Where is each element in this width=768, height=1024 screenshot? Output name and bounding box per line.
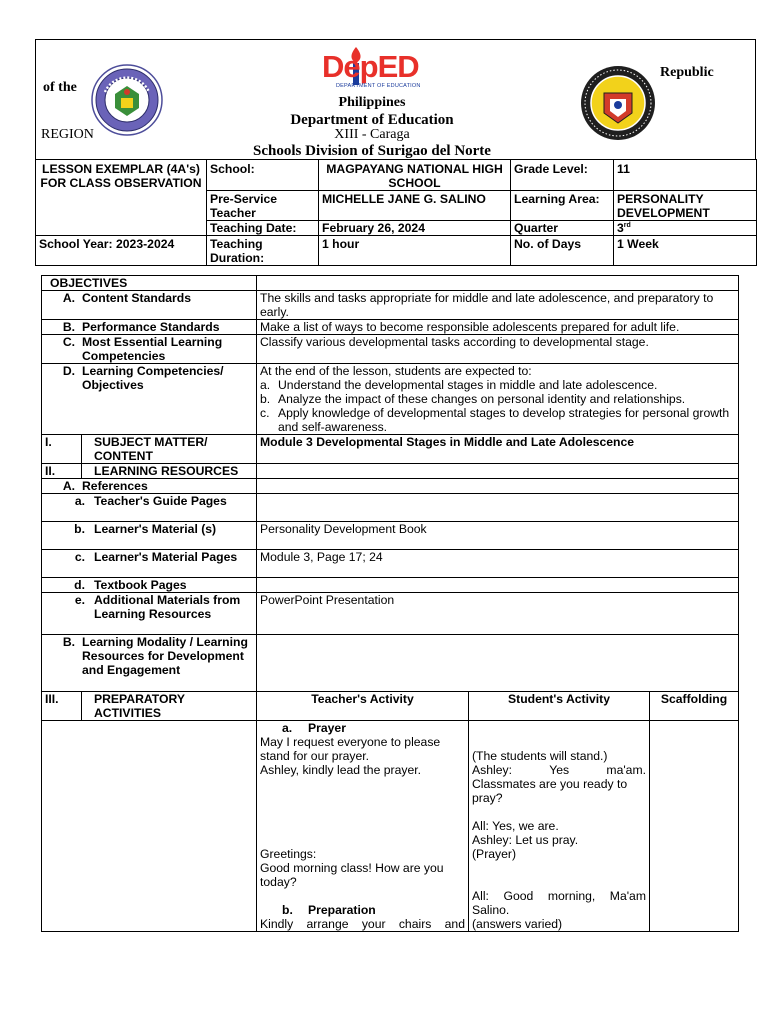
days-label: No. of Days [511, 236, 614, 266]
area-value: PERSONALITY DEVELOPMENT [614, 191, 757, 221]
student-ashley-pray: Ashley: Let us pray. [472, 833, 579, 847]
item-text: Additional Materials from Learning Resources [94, 593, 241, 621]
objective-marker: a. [260, 378, 271, 392]
quarter-number: 3 [617, 221, 624, 235]
item-text: Textbook Pages [94, 578, 187, 592]
objective-text: Understand the developmental stages in middle and late adolescence. [278, 378, 658, 392]
student-stand: (The students will stand.) [472, 749, 608, 763]
performance-standards-value: Make a list of ways to become responsible adolescents prepared for adult life. [257, 320, 739, 335]
item-marker: B. [62, 635, 75, 649]
additional-materials-label [42, 593, 257, 635]
student-all-greeting: All: Good morning, Ma'am Salino. [472, 889, 646, 917]
learning-modality-value [257, 635, 739, 692]
preparatory-number: III. [42, 692, 82, 721]
student-activity-header: Student's Activity [469, 692, 650, 721]
references-label [42, 479, 257, 494]
references-blank [257, 479, 739, 494]
date-value: February 26, 2024 [319, 221, 511, 236]
objective-marker: b. [260, 392, 271, 406]
item-marker: e. [74, 593, 85, 607]
deped-logo-text: DepED [322, 49, 419, 84]
teacher-prayer-lead: Ashley, kindly lead the prayer. [260, 763, 422, 777]
objectives-blank [257, 276, 739, 291]
philippines-text: Philippines [338, 95, 406, 110]
learning-modality-label [42, 635, 257, 692]
objective-text: Apply knowledge of developmental stages to develop strategies for personal growth and self-awareness. [278, 406, 730, 434]
item-text: Learner's Material (s) [94, 522, 217, 536]
item-marker: c. [74, 550, 85, 564]
school-label: School: [207, 160, 319, 191]
item-marker: D. [62, 364, 75, 378]
department-text: Department of Education [290, 112, 454, 128]
grade-value: 11 [614, 160, 757, 191]
melc-value: Classify various developmental tasks according to developmental stage. [257, 335, 739, 364]
objective-marker: c. [260, 406, 270, 420]
objective-item [260, 406, 735, 434]
days-value: 1 Week [614, 236, 757, 266]
student-all-ready: All: Yes, we are. [472, 819, 559, 833]
teacher-label: Pre-Service Teacher [207, 191, 319, 221]
textbook-pages-label [42, 578, 257, 593]
learning-resources-blank [257, 464, 739, 479]
item-text: Most Essential Learning Competencies [82, 335, 223, 363]
content-standards-label [42, 291, 257, 320]
duration-value: 1 hour [319, 236, 511, 266]
quarter-value [614, 221, 757, 236]
teachers-guide-label [42, 494, 257, 522]
region-name-text: XIII - Caraga [334, 127, 410, 142]
item-marker: d. [74, 578, 85, 592]
response-word: Yes [549, 763, 570, 777]
quarter-suffix: rd [623, 221, 631, 229]
item-text: Performance Standards [82, 320, 220, 334]
teacher-prayer-request: May I request everyone to please stand for our prayer. [260, 735, 441, 763]
performance-standards-label [42, 320, 257, 335]
republic-text: Republic [660, 65, 714, 80]
competencies-intro: At the end of the lesson, students are expected to: [260, 364, 532, 378]
preparation-heading [260, 903, 465, 917]
lesson-title: LESSON EXEMPLAR (4A's) FOR CLASS OBSERVATION [36, 160, 207, 236]
objectives-header: OBJECTIVES [42, 276, 257, 291]
item-text: Learning Modality / Learning Resources for Development and Engagement [82, 635, 248, 677]
school-value: MAGPAYANG NATIONAL HIGH SCHOOL [319, 160, 511, 191]
item-marker: C. [62, 335, 75, 349]
of-the-text: of the [43, 80, 77, 95]
item-marker: A. [62, 479, 75, 493]
activity-blank [42, 721, 257, 932]
deped-logo [300, 45, 440, 95]
scaffolding-header: Scaffolding [650, 692, 739, 721]
teacher-preparation: Kindly arrange your chairs and [260, 917, 465, 931]
duration-label: Teaching Duration: [207, 236, 319, 266]
item-marker: b. [74, 522, 85, 536]
info-table [35, 159, 757, 266]
teacher-activity-header: Teacher's Activity [257, 692, 469, 721]
competencies-label [42, 364, 257, 435]
prayer-label: Prayer [308, 721, 346, 735]
item-text: References [82, 479, 148, 493]
preparation-marker: b. [282, 903, 293, 917]
learners-material-value: Personality Development Book [257, 522, 739, 550]
division-text: Schools Division of Surigao del Norte [253, 143, 491, 159]
teacher-activity-cell [257, 721, 469, 932]
item-text: Teacher's Guide Pages [94, 494, 227, 508]
teacher-greetings: Good morning class! How are you today? [260, 861, 444, 889]
competencies-value [257, 364, 739, 435]
grade-label: Grade Level: [511, 160, 614, 191]
region-text: REGION [41, 127, 94, 142]
student-ashley-response [472, 763, 646, 777]
prayer-heading [260, 721, 465, 735]
prayer-marker: a. [282, 721, 293, 735]
subject-matter-value: Module 3 Developmental Stages in Middle and Late Adolescence [257, 435, 739, 464]
deped-logo-subtext: DEPARTMENT OF EDUCATION [336, 83, 421, 89]
item-text: Content Standards [82, 291, 192, 305]
preparatory-label: PREPARATORY ACTIVITIES [82, 692, 257, 721]
preparation-label: Preparation [308, 903, 376, 917]
speaker-name: Ashley: [472, 763, 512, 777]
response-word: ma'am. [606, 763, 646, 777]
teachers-guide-value [257, 494, 739, 522]
lesson-table [41, 275, 739, 932]
item-text: Learning Competencies/ Objectives [82, 364, 224, 392]
objective-item [260, 378, 735, 392]
student-activity-cell [469, 721, 650, 932]
teacher-value: MICHELLE JANE G. SALINO [319, 191, 511, 221]
subject-matter-number: I. [42, 435, 82, 464]
school-year: School Year: 2023-2024 [36, 236, 207, 266]
school-seal-icon [91, 64, 163, 136]
teacher-greetings-label: Greetings: [260, 847, 317, 861]
item-marker: B. [62, 320, 75, 334]
item-marker: a. [74, 494, 85, 508]
learners-pages-label [42, 550, 257, 578]
learning-resources-number: II. [42, 464, 82, 479]
quarter-label: Quarter [511, 221, 614, 236]
objective-text: Analyze the impact of these changes on personal identity and relationships. [278, 392, 686, 406]
student-prayer: (Prayer) [472, 847, 517, 861]
item-marker: A. [62, 291, 75, 305]
learning-resources-label: LEARNING RESOURCES [82, 464, 257, 479]
additional-materials-value: PowerPoint Presentation [257, 593, 739, 635]
learners-pages-value: Module 3, Page 17; 24 [257, 550, 739, 578]
division-seal-icon [580, 65, 656, 141]
item-text: Learner's Material Pages [94, 550, 238, 564]
student-answers-varied: (answers varied) [472, 917, 563, 931]
melc-label [42, 335, 257, 364]
learners-material-label [42, 522, 257, 550]
student-ashley-question: Classmates are you ready to pray? [472, 777, 628, 805]
subject-matter-label: SUBJECT MATTER/ CONTENT [82, 435, 257, 464]
content-standards-value: The skills and tasks appropriate for middle and late adolescence, and preparatory to early. [257, 291, 739, 320]
date-label: Teaching Date: [207, 221, 319, 236]
textbook-pages-value [257, 578, 739, 593]
objective-item [260, 392, 735, 406]
area-label: Learning Area: [511, 191, 614, 221]
scaffolding-cell [650, 721, 739, 932]
